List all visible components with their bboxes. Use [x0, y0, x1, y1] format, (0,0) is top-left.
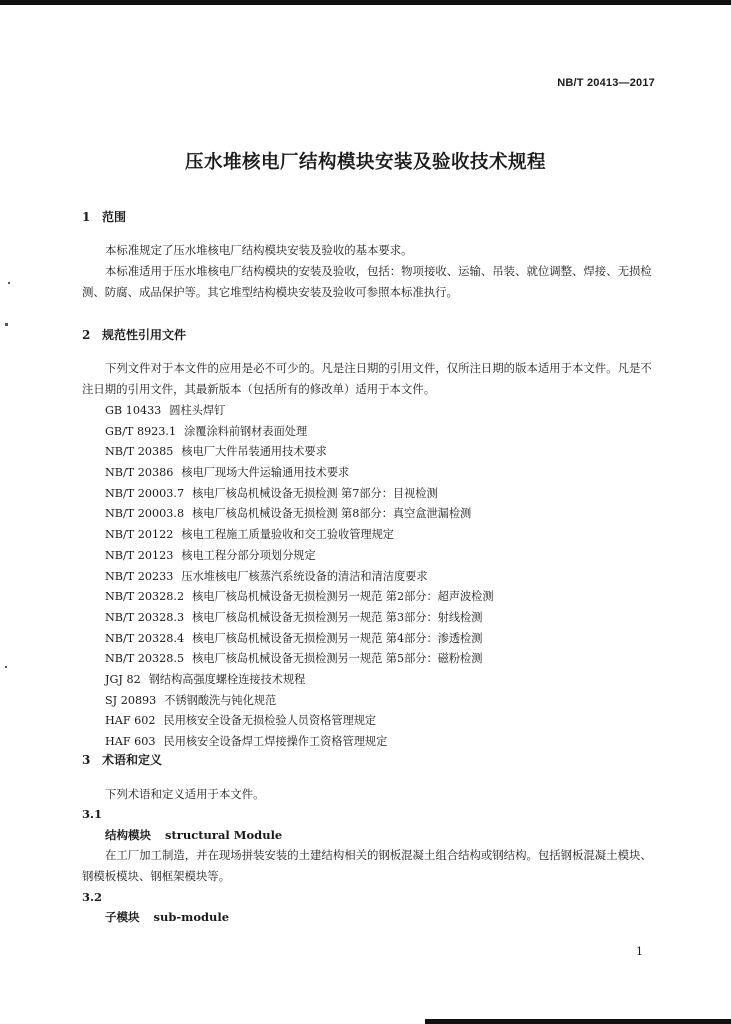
page-number: 1	[636, 945, 643, 958]
section-title: 规范性引用文件	[102, 328, 187, 342]
references-intro: 下列文件对于本文件的应用是必不可少的。凡是注日期的引用文件，仅所注日期的版本适用于本文件。凡是不注日期的引用文件，其最新版本（包括所有的修改单）适用于本文件。	[82, 361, 652, 396]
reference-code: GB/T 8923.1	[105, 424, 177, 438]
scan-speck	[5, 666, 7, 668]
reference-code: NB/T 20385	[105, 445, 174, 459]
reference-title: 核电厂现场大件运输通用技术要求	[181, 466, 350, 480]
scan-bottom-border	[425, 1019, 731, 1024]
section-title: 术语和定义	[102, 753, 163, 767]
reference-code: NB/T 20123	[105, 548, 174, 562]
reference-title: 核电厂核岛机械设备无损检测 第8部分：真空盒泄漏检测	[192, 507, 472, 521]
reference-list	[105, 401, 494, 753]
term-entry-structural-module	[105, 827, 282, 843]
term-cn: 子模块	[105, 910, 140, 924]
reference-code: JGJ 82	[105, 672, 141, 686]
reference-code: NB/T 20328.3	[105, 610, 185, 624]
reference-item	[105, 463, 494, 484]
scan-speck	[5, 323, 8, 326]
scope-paragraph-2: 本标准适用于压水堆核电厂结构模块的安装及验收，包括：物项接收、运输、吊装、就位调整、焊接、无损检测、防腐、成品保护等。其它堆型结构模块安装及验收可参照本标准执行。	[82, 264, 652, 299]
reference-title: 核电厂核岛机械设备无损检测另一规范 第5部分：磁粉检测	[192, 652, 483, 666]
reference-item	[105, 401, 494, 422]
reference-title: 核电工程分部分项划分规定	[181, 548, 316, 562]
term-cn: 结构模块	[105, 828, 151, 842]
section-heading-scope	[82, 208, 126, 225]
reference-title: 民用核安全设备焊工焊接操作工资格管理规定	[163, 735, 388, 748]
reference-code: HAF 602	[105, 714, 156, 728]
reference-code: NB/T 20233	[105, 569, 174, 583]
document-title: 压水堆核电厂结构模块安装及验收技术规程	[184, 152, 546, 173]
reference-item	[105, 422, 494, 443]
reference-item	[105, 587, 494, 608]
reference-item	[105, 504, 494, 525]
term-number: 3.2	[82, 890, 103, 904]
reference-code: NB/T 20003.8	[105, 507, 185, 521]
reference-code: NB/T 20386	[105, 466, 174, 480]
reference-item	[105, 670, 494, 691]
reference-item	[105, 691, 494, 712]
section-heading-references	[82, 326, 186, 343]
reference-code: GB 10433	[105, 404, 162, 417]
reference-code: NB/T 20328.5	[105, 652, 185, 666]
reference-title: 压水堆核电厂核蒸汽系统设备的清洁和清洁度要求	[181, 569, 428, 583]
reference-code: NB/T 20122	[105, 528, 174, 542]
reference-title: 核电厂核岛机械设备无损检测 第7部分：目视检测	[192, 486, 438, 500]
scope-paragraph-1: 本标准规定了压水堆核电厂结构模块安装及验收的基本要求。	[105, 243, 413, 257]
reference-item	[105, 546, 494, 567]
reference-code: HAF 603	[105, 735, 156, 748]
section-number: 3	[82, 753, 91, 767]
section-title: 范围	[102, 210, 127, 224]
reference-title: 民用核安全设备无损检验人员资格管理规定	[163, 714, 377, 728]
reference-title: 核电厂核岛机械设备无损检测另一规范 第2部分：超声波检测	[192, 590, 494, 604]
reference-item	[105, 732, 494, 753]
reference-item	[105, 608, 494, 629]
reference-code: NB/T 20328.4	[105, 631, 185, 645]
term-definition: 在工厂加工制造，并在现场拼装安装的土建结构相关的钢板混凝土组合结构或钢结构。包括钢板混凝土模块、钢模板模块、钢框架模块等。	[82, 848, 652, 883]
section-number: 2	[82, 328, 91, 342]
standard-code: NB/T 20413—2017	[557, 77, 655, 89]
term-en: structural Module	[165, 828, 283, 842]
term-number: 3.1	[82, 807, 103, 821]
reference-title: 核电厂核岛机械设备无损检测另一规范 第3部分：射线检测	[192, 610, 483, 624]
reference-item	[105, 567, 494, 588]
reference-title: 钢结构高强度螺栓连接技术规程	[148, 672, 306, 686]
section-number: 1	[82, 210, 91, 224]
reference-item	[105, 629, 494, 650]
reference-item	[105, 442, 494, 463]
reference-title: 核电厂大件吊装通用技术要求	[181, 445, 327, 459]
reference-title: 不锈钢酸洗与钝化规范	[164, 693, 277, 707]
section-heading-terms	[82, 751, 162, 768]
scan-speck	[8, 282, 10, 284]
reference-item	[105, 525, 494, 546]
term-en: sub-module	[153, 910, 230, 924]
reference-title: 核电工程施工质量验收和交工验收管理规定	[181, 528, 394, 542]
reference-title: 圆柱头焊钉	[169, 404, 226, 417]
term-entry-sub-module	[105, 909, 229, 925]
reference-code: NB/T 20003.7	[105, 486, 185, 500]
reference-title: 核电厂核岛机械设备无损检测另一规范 第4部分：渗透检测	[192, 631, 483, 645]
scan-top-border	[0, 0, 731, 5]
reference-code: SJ 20893	[105, 693, 157, 707]
terms-intro: 下列术语和定义适用于本文件。	[105, 787, 265, 801]
reference-item	[105, 484, 494, 505]
reference-item	[105, 649, 494, 670]
reference-title: 涂覆涂料前钢材表面处理	[184, 424, 308, 438]
reference-item	[105, 711, 494, 732]
reference-code: NB/T 20328.2	[105, 590, 185, 604]
